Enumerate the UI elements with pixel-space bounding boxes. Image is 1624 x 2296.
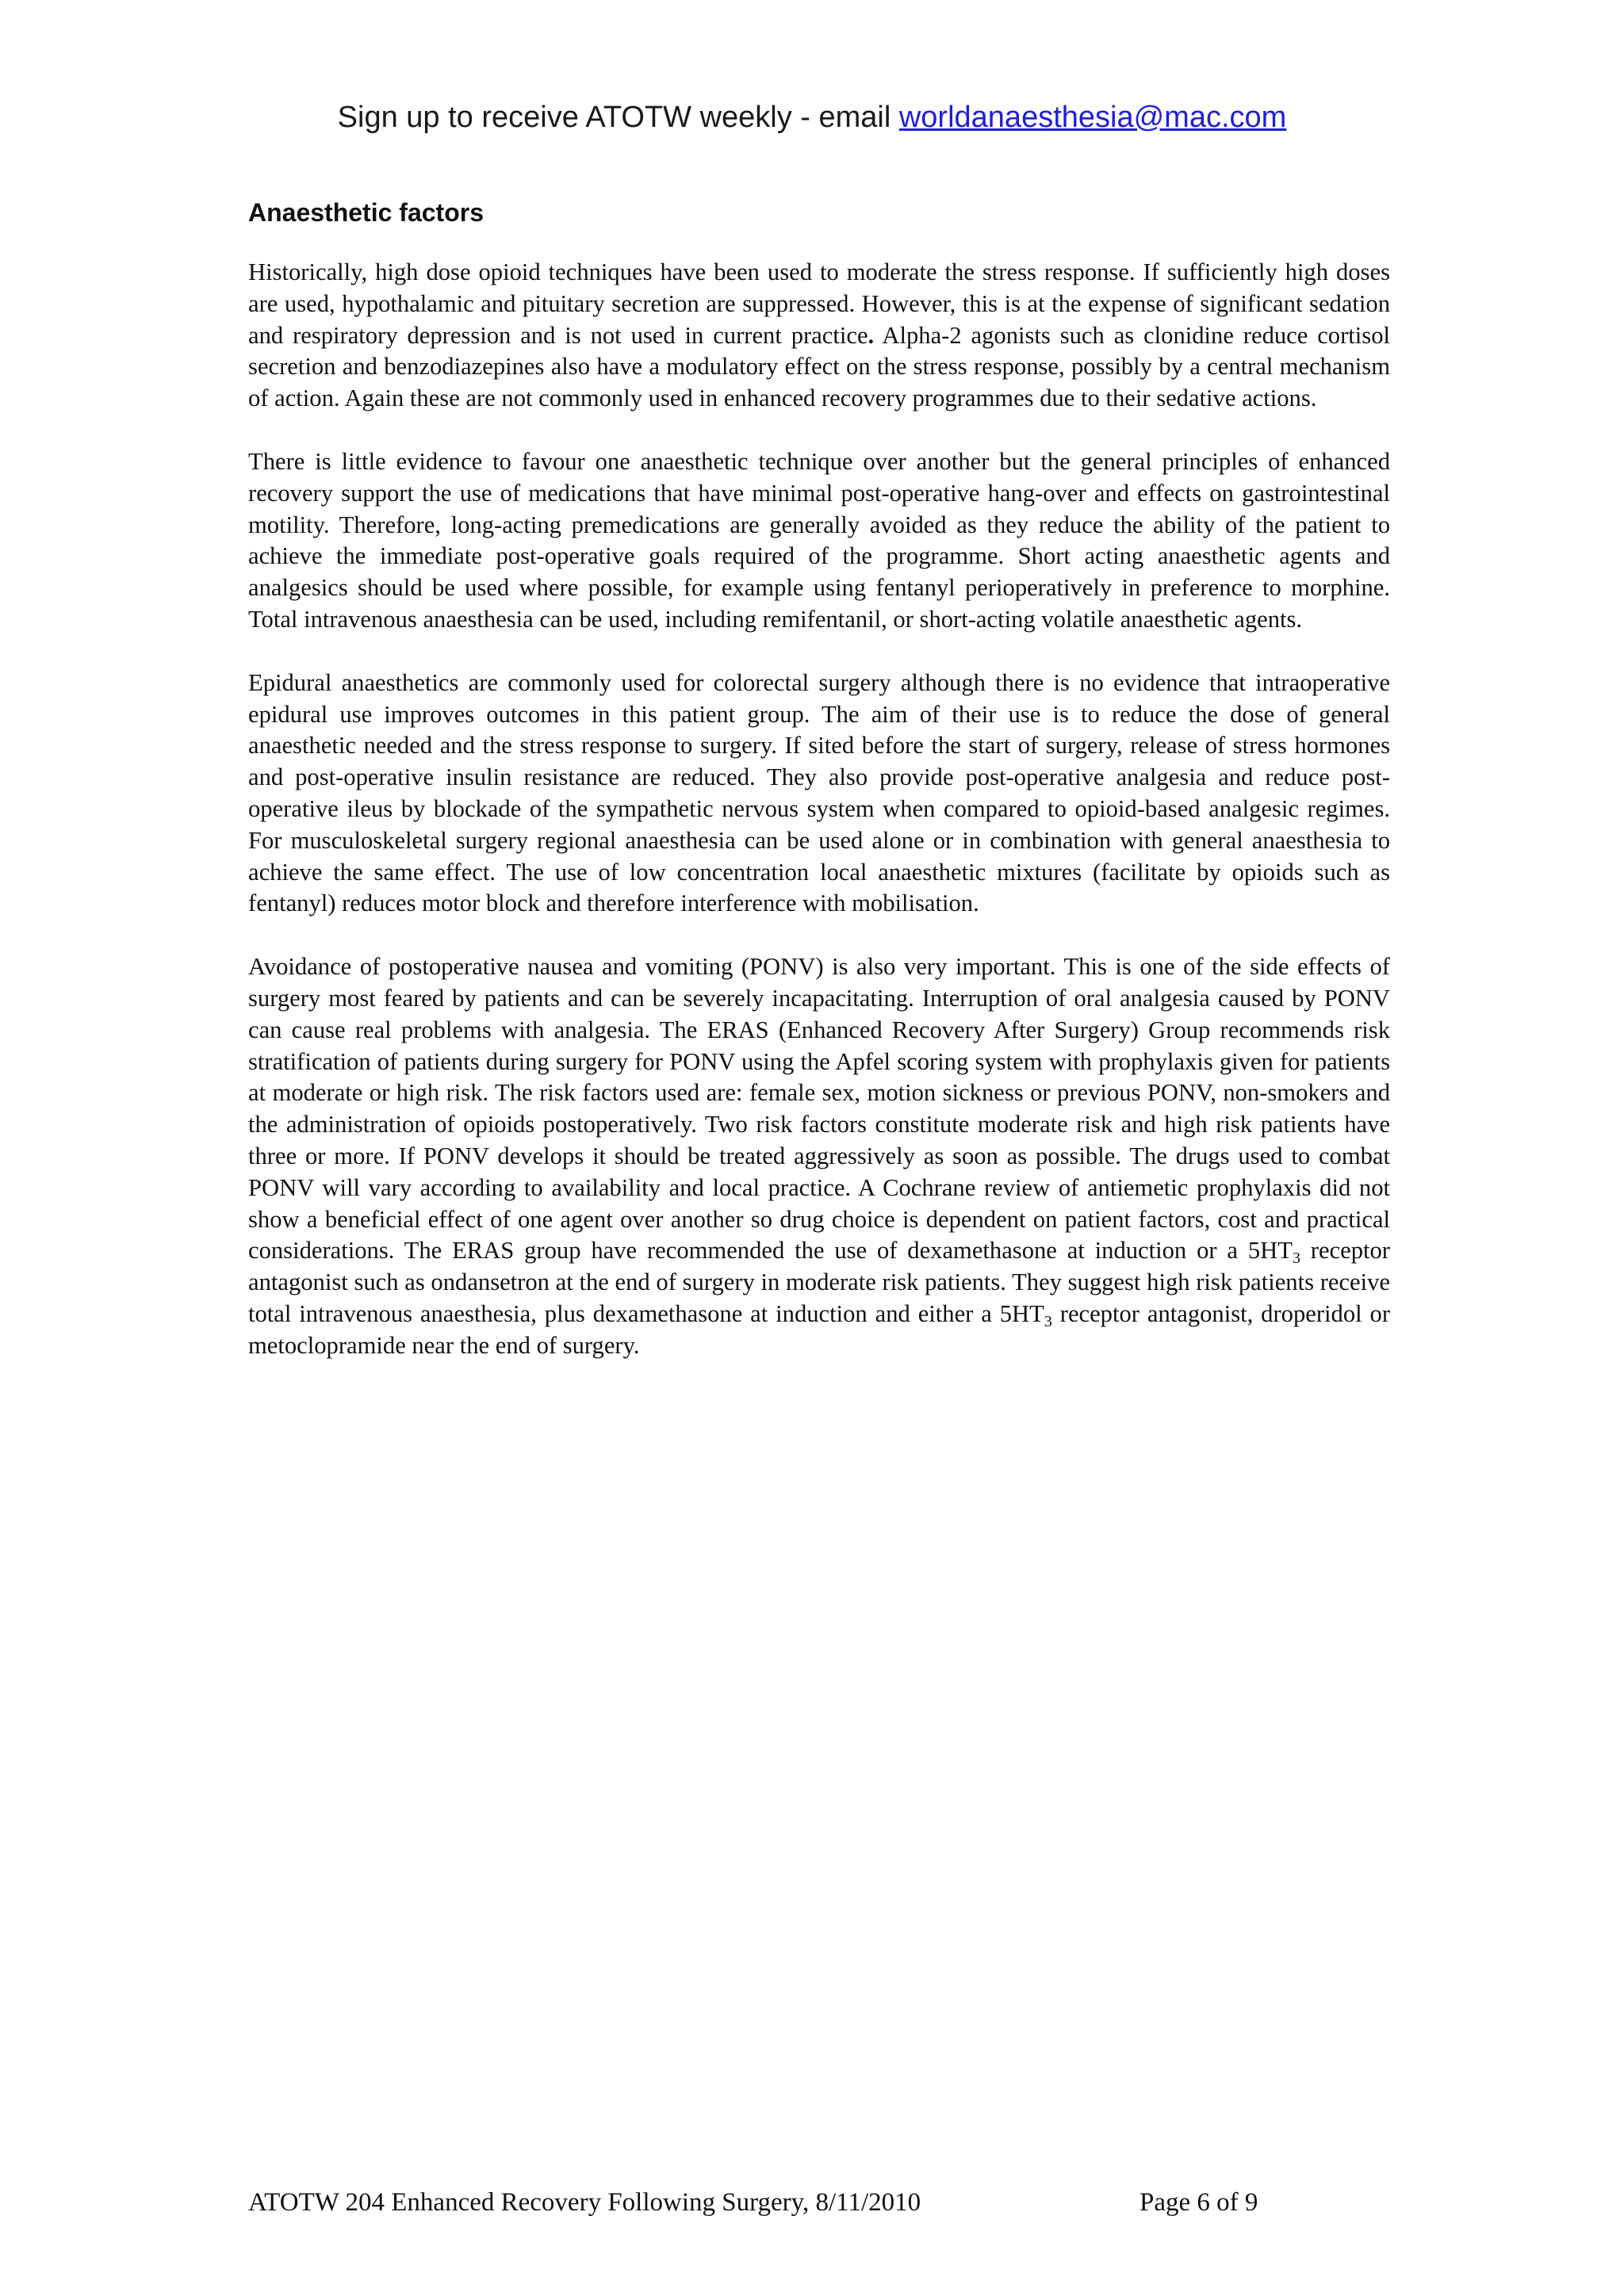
subscript-3: 3 xyxy=(1292,1249,1300,1268)
paragraph-4-text-c: receptor antagonist, droperidol or metoclopramide near the end of surgery. xyxy=(248,1299,1391,1359)
paragraph-4 xyxy=(248,951,1390,1361)
page-number: Page 6 of 9 xyxy=(1139,2188,1258,2217)
paragraph-3: Epidural anaesthetics are commonly used for colorectal surgery although there is no evidence that intraoperative epidural use improves outcomes in this patient group. The aim of their use is to reduce the dose of general anaesthetic needed and the stress response to surgery. If sited before the start of surgery, release of stress hormones and post-operative insulin resistance are reduced. They also provide post-operative analgesia and reduce post-operative ileus by blockade of the sympathetic nervous system when compared to opioid-based analgesic regimes. For musculoskeletal surgery regional anaesthesia can be used alone or in combination with general anaesthesia to achieve the same effect. The use of low concentration local anaesthetic mixtures (facilitate by opioids such as fentanyl) reduces motor block and therefore interference with mobilisation. xyxy=(248,668,1390,917)
email-link[interactable]: worldanaesthesia@mac.com xyxy=(898,101,1287,134)
page-footer xyxy=(248,2185,1390,2220)
paragraph-4-text-b: receptor antagonist such as ondansetron at the end of surgery in moderate risk patients. They suggest high risk patients receive total intravenous anaesthesia, plus dexamethasone at induction and either a 5HT xyxy=(248,1237,1390,1327)
subscript-3: 3 xyxy=(1044,1312,1052,1330)
paragraph-2: There is little evidence to favour one anaesthetic technique over another but the general principles of enhanced recovery support the use of medications that have minimal post-operative hang-over and effects on gastrointestinal motility. Therefore, long-acting premedications are generally avoided as they reduce the ability of the patient to achieve the immediate post-operative goals required of the programme. Short acting anaesthetic agents and analgesics should be used where possible, for example using fentanyl perioperatively in preference to morphine. Total intravenous anaesthesia can be used, including remifentanil, or short-acting volatile anaesthetic agents. xyxy=(248,447,1390,633)
header-signup-text: Sign up to receive ATOTW weekly - email xyxy=(337,101,899,134)
paragraph-1-text-c: Alpha-2 agonists such as clonidine reduce cortisol secretion and benzodiazepines also have a modulatory effect on the stress response, possibly by a central mechanism of action. Again these are not commonly used in enhanced recovery programmes due to their sedative actions. xyxy=(248,321,1390,412)
paragraph-4-text-a: Avoidance of postoperative nausea and vomiting (PONV) is also very important. This is one of the side effects of surgery most feared by patients and can be severely incapacitating. Interruption of oral analgesia caused by PONV can cause real problems with analgesia. The ERAS (Enhanced Recovery After Surgery) Group recommends risk stratification of patients during surgery for PONV using the Apfel scoring system with prophylaxis given for patients at moderate or high risk. The risk factors used are: female sex, motion sickness or previous PONV, non-smokers and the administration of opioids postoperatively. Two risk factors constitute moderate risk and high risk patients have three or more. If PONV develops it should be treated aggressively as soon as possible. The drugs used to combat PONV will vary according to availability and local practice. A Cochrane review of antiemetic prophylaxis did not show a beneficial effect of one agent over another so drug choice is dependent on patient factors, cost and practical considerations. The ERAS group have recommended the use of dexamethasone at induction or a 5HT xyxy=(248,953,1390,1265)
section-heading: Anaesthetic factors xyxy=(248,198,484,227)
paragraph-1 xyxy=(248,257,1390,415)
page-header xyxy=(0,95,1624,140)
article-body xyxy=(248,193,1390,1394)
paragraph-1-bold-period: . xyxy=(868,321,875,349)
footer-citation: ATOTW 204 Enhanced Recovery Following Surgery, 8/11/2010 xyxy=(248,2188,921,2217)
paragraph-1-text-a: Historically, high dose opioid techniques have been used to moderate the stress response. If sufficiently high doses are used, hypothalamic and pituitary secretion are suppressed. However, this is at the expense of significant sedation and respiratory depression and is not used in current practice xyxy=(248,258,1390,349)
